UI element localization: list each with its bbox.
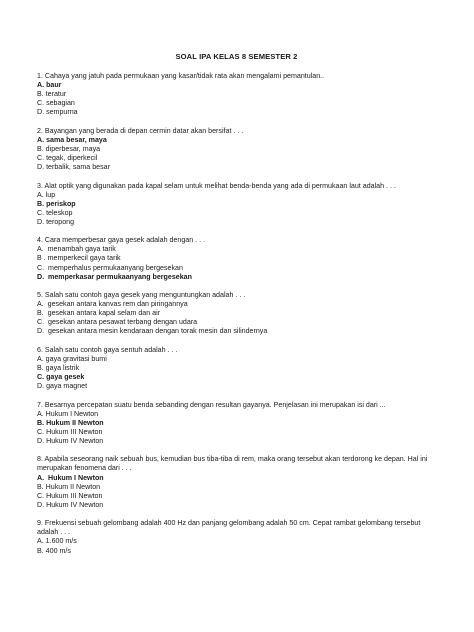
- question-1: [37, 72, 436, 117]
- question-stem: 2. Bayangan yang berada di depan cermin datar akan bersifat . . .: [37, 126, 244, 135]
- answer-option: C. teleskop: [37, 208, 73, 217]
- answer-option: C. gesekan antara pesawat terbang dengan udara: [37, 318, 198, 327]
- answer-option: C. memperhalus permukaanyang bergesekan: [37, 263, 183, 272]
- question-3: [37, 182, 436, 227]
- answer-option: A. menambah gaya tarik: [37, 245, 116, 254]
- answer-option: D. sempurna: [37, 108, 78, 117]
- answer-option: A. gaya gravitasi bumi: [37, 354, 107, 363]
- answer-option: A. gesekan antara kanvas rem dan piringannya: [37, 300, 188, 309]
- question-stem: merupakan fenomena dari . . .: [37, 464, 132, 473]
- answer-option: C. tegak, diperkecil: [37, 154, 98, 163]
- answer-option: D. Hukum IV Newton: [37, 436, 104, 445]
- question-stem: 6. Salah satu contoh gaya sentuh adalah . . .: [37, 345, 178, 354]
- answer-option: D. gesekan antara mesin kendaraan dengan torak mesin dan silindernya: [37, 327, 268, 336]
- question-stem: 8. Apabila seseorang naik sebuah bus, kemudian bus tiba-tiba di rem, maka orang tersebut akan terdorong ke depan. Hal ini: [37, 455, 428, 464]
- answer-option: B. teratur: [37, 90, 67, 99]
- answer-option: A. 1.600 m/s: [37, 537, 77, 546]
- answer-option: D. gaya magnet: [37, 382, 88, 391]
- question-5: [37, 291, 436, 336]
- answer-option-correct: B. periskop: [37, 199, 76, 208]
- question-9: [37, 519, 436, 555]
- question-4: [37, 236, 436, 281]
- answer-option: D. Hukum IV Newton: [37, 500, 104, 509]
- answer-option-correct: A. baur: [37, 81, 62, 90]
- question-stem: 7. Besarnya percepatan suatu benda sebanding dengan resultan gayanya. Penjelasan ini merupakan isi dari ...: [37, 400, 386, 409]
- answer-option: B. gaya listrik: [37, 364, 80, 373]
- answer-option-correct: A. sama besar, maya: [37, 135, 107, 144]
- answer-option: D. terbalik, sama besar: [37, 163, 110, 172]
- answer-option-correct: B. Hukum II Newton: [37, 418, 104, 427]
- answer-option: C. Hukum III Newton: [37, 491, 103, 500]
- answer-option: A. Hukum I Newton: [37, 409, 99, 418]
- question-list: [37, 72, 436, 556]
- answer-option: D. teropong: [37, 217, 75, 226]
- answer-option: B . memperkecil gaya tarik: [37, 254, 121, 263]
- answer-option: B. diperbesar, maya: [37, 144, 101, 153]
- question-stem: 4. Cara memperbesar gaya gesek adalah dengan . . .: [37, 236, 205, 245]
- answer-option: B. gesekan antara kapal selam dan air: [37, 309, 161, 318]
- question-6: [37, 346, 436, 391]
- question-stem: 3. Alat optik yang digunakan pada kapal selam untuk melihat benda-benda yang ada di permukaan laut adalah . . .: [37, 181, 396, 190]
- answer-option-correct: C. gaya gesek: [37, 373, 85, 382]
- question-7: [37, 401, 436, 446]
- answer-option: C. sebagian: [37, 99, 75, 108]
- answer-option: B. Hukum II Newton: [37, 482, 101, 491]
- question-2: [37, 127, 436, 172]
- question-stem: adalah . . .: [37, 528, 71, 537]
- answer-option: B. 400 m/s: [37, 546, 71, 555]
- question-stem: 9. Frekuensi sebuah gelombang adalah 400 Hz dan panjang gelombang adalah 50 cm. Cepat rambat gelombang tersebut: [37, 519, 421, 528]
- document-title: SOAL IPA KELAS 8 SEMESTER 2: [175, 52, 298, 61]
- answer-option: C. Hukum III Newton: [37, 427, 103, 436]
- answer-option-correct: D. memperkasar permukaanyang bergesekan: [37, 272, 192, 281]
- question-stem: 5. Salah satu contoh gaya gesek yang menguntungkan adalah . . .: [37, 291, 246, 300]
- question-stem: 1. Cahaya yang jatuh pada permukaan yang kasar/tidak rata akan mengalami pemantulan..: [37, 72, 325, 80]
- question-8: [37, 455, 436, 510]
- answer-option: A. lup: [37, 190, 56, 199]
- answer-option-correct: A. Hukum I Newton: [37, 473, 104, 482]
